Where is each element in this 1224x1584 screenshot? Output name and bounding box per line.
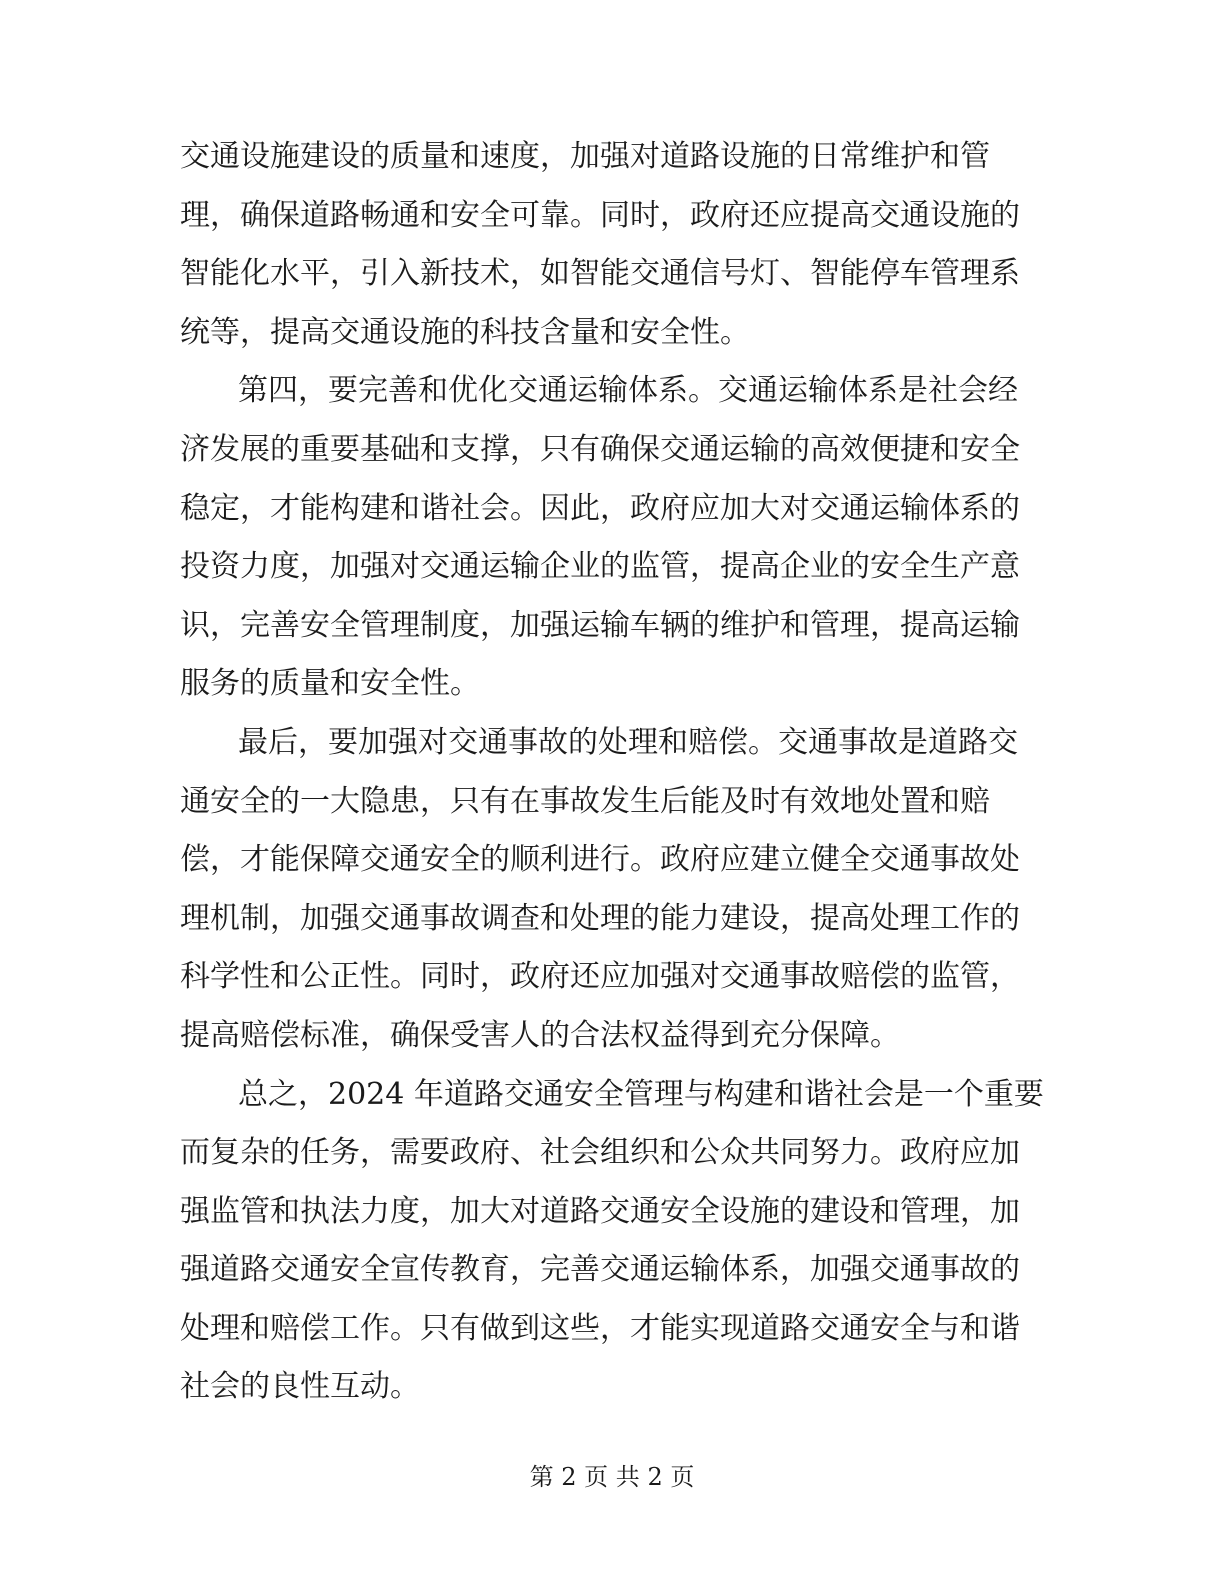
paragraph-first-line: 最后，要加强对交通事故的处理和赔偿。交通事故是道路交 [238, 724, 1018, 760]
body-text [180, 132, 1044, 1421]
paragraph-first-line: 第四，要完善和优化交通运输体系。交通运输体系是社会经 [238, 373, 1018, 409]
text-line: 统等，提高交通设施的科技含量和安全性。 [180, 314, 750, 350]
page-number-footer: 第 2 页 共 2 页 [529, 1463, 695, 1491]
text-line: 理，确保道路畅通和安全可靠。同时，政府还应提高交通设施的 [180, 197, 1020, 233]
text-line: 强监管和执法力度，加大对道路交通安全设施的建设和管理，加 [180, 1193, 1020, 1229]
text-line: 社会的良性互动。 [180, 1369, 420, 1405]
text-line: 智能化水平，引入新技术，如智能交通信号灯、智能停车管理系 [180, 256, 1020, 292]
text-line: 而复杂的任务，需要政府、社会组织和公众共同努力。政府应加 [180, 1135, 1020, 1171]
text-line: 稳定，才能构建和谐社会。因此，政府应加大对交通运输体系的 [180, 490, 1020, 526]
text-line: 理机制，加强交通事故调查和处理的能力建设，提高处理工作的 [180, 900, 1020, 936]
paragraph-first-line: 总之，2024 年道路交通安全管理与构建和谐社会是一个重要 [238, 1076, 1044, 1112]
text-line: 通安全的一大隐患，只有在事故发生后能及时有效地处置和赔 [180, 783, 990, 819]
text-line: 偿，才能保障交通安全的顺利进行。政府应建立健全交通事故处 [180, 842, 1020, 878]
text-line: 交通设施建设的质量和速度，加强对道路设施的日常维护和管 [180, 139, 990, 174]
text-line: 识，完善安全管理制度，加强运输车辆的维护和管理，提高运输 [180, 607, 1020, 643]
text-line: 服务的质量和安全性。 [180, 666, 480, 702]
text-line: 科学性和公正性。同时，政府还应加强对交通事故赔偿的监管， [180, 959, 1020, 995]
text-line: 提高赔偿标准，确保受害人的合法权益得到充分保障。 [180, 1017, 900, 1053]
text-line: 处理和赔偿工作。只有做到这些，才能实现道路交通安全与和谐 [180, 1310, 1020, 1346]
text-line: 投资力度，加强对交通运输企业的监管，提高企业的安全生产意 [180, 549, 1020, 585]
text-line: 济发展的重要基础和支撑，只有确保交通运输的高效便捷和安全 [180, 431, 1020, 467]
text-line: 强道路交通安全宣传教育，完善交通运输体系，加强交通事故的 [180, 1252, 1020, 1288]
